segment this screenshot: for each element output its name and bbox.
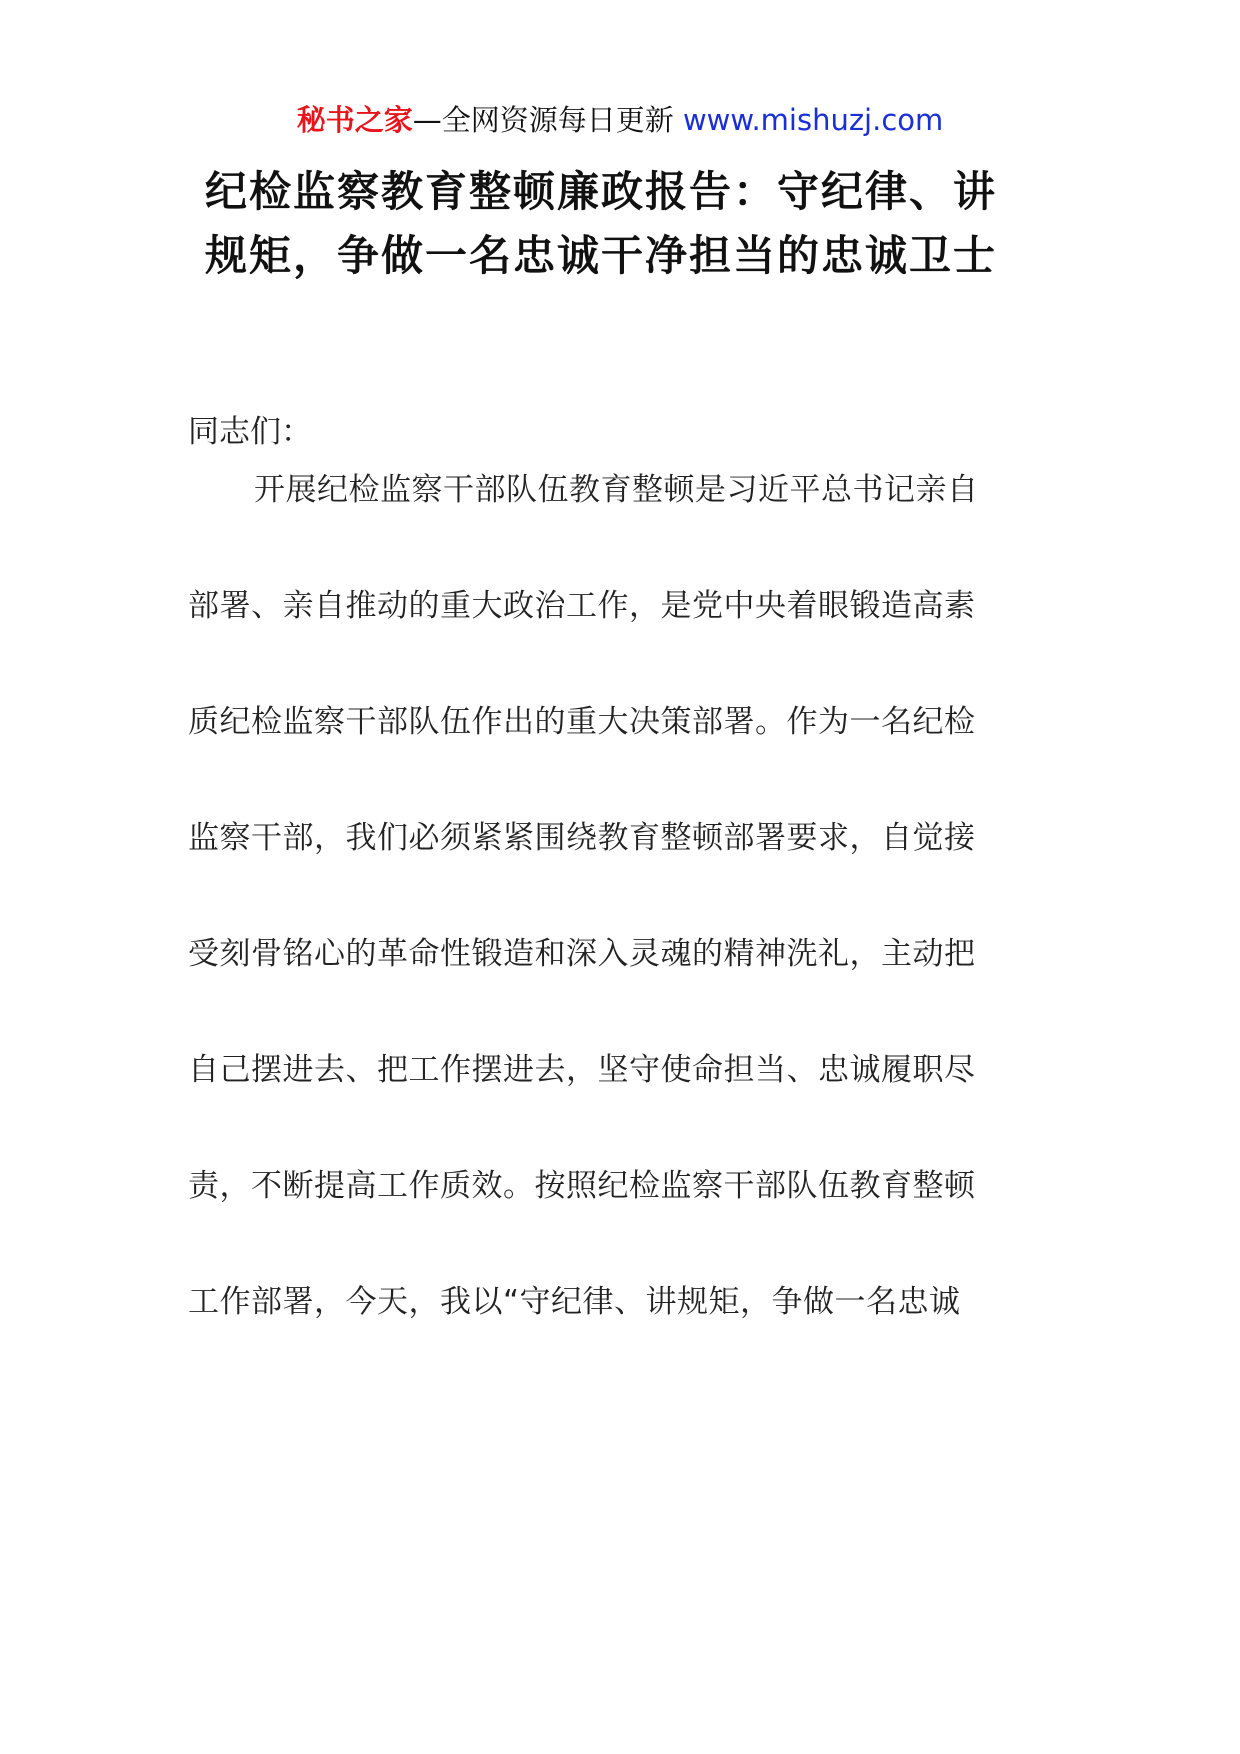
body-line: 责，不断提高工作质效。按照纪检监察干部队伍教育整顿: [188, 1168, 976, 1204]
body-line: 工作部署，今天，我以“守纪律、讲规矩，争做一名忠诚: [188, 1284, 961, 1320]
body-line: 监察干部，我们必须紧紧围绕教育整顿部署要求，自觉接: [188, 820, 976, 856]
salutation: 同志们：: [188, 414, 312, 450]
body-line: 部署、亲自推动的重大政治工作，是党中央着眼锻造高素: [188, 588, 976, 624]
body-line: 自己摆进去、把工作摆进去，坚守使命担当、忠诚履职尽: [188, 1052, 976, 1088]
body-line: 质纪检监察干部队伍作出的重大决策部署。作为一名纪检: [188, 704, 976, 740]
title-line-1: 纪检监察教育整顿廉政报告：守纪律、讲: [205, 167, 998, 216]
site-brand: 秘书之家: [296, 103, 413, 137]
body-line: 开展纪检监察干部队伍教育整顿是习近平总书记亲自: [254, 472, 979, 508]
site-slogan: —全网资源每日更新: [412, 103, 683, 137]
site-url-link[interactable]: www.mishuzj.com: [682, 103, 944, 137]
document-title: [205, 160, 1045, 288]
title-line-2: 规矩，争做一名忠诚干净担当的忠诚卫士: [205, 231, 998, 280]
site-header: [0, 100, 1240, 140]
body-line: 受刻骨铭心的革命性锻造和深入灵魂的精神洗礼，主动把: [188, 936, 976, 972]
